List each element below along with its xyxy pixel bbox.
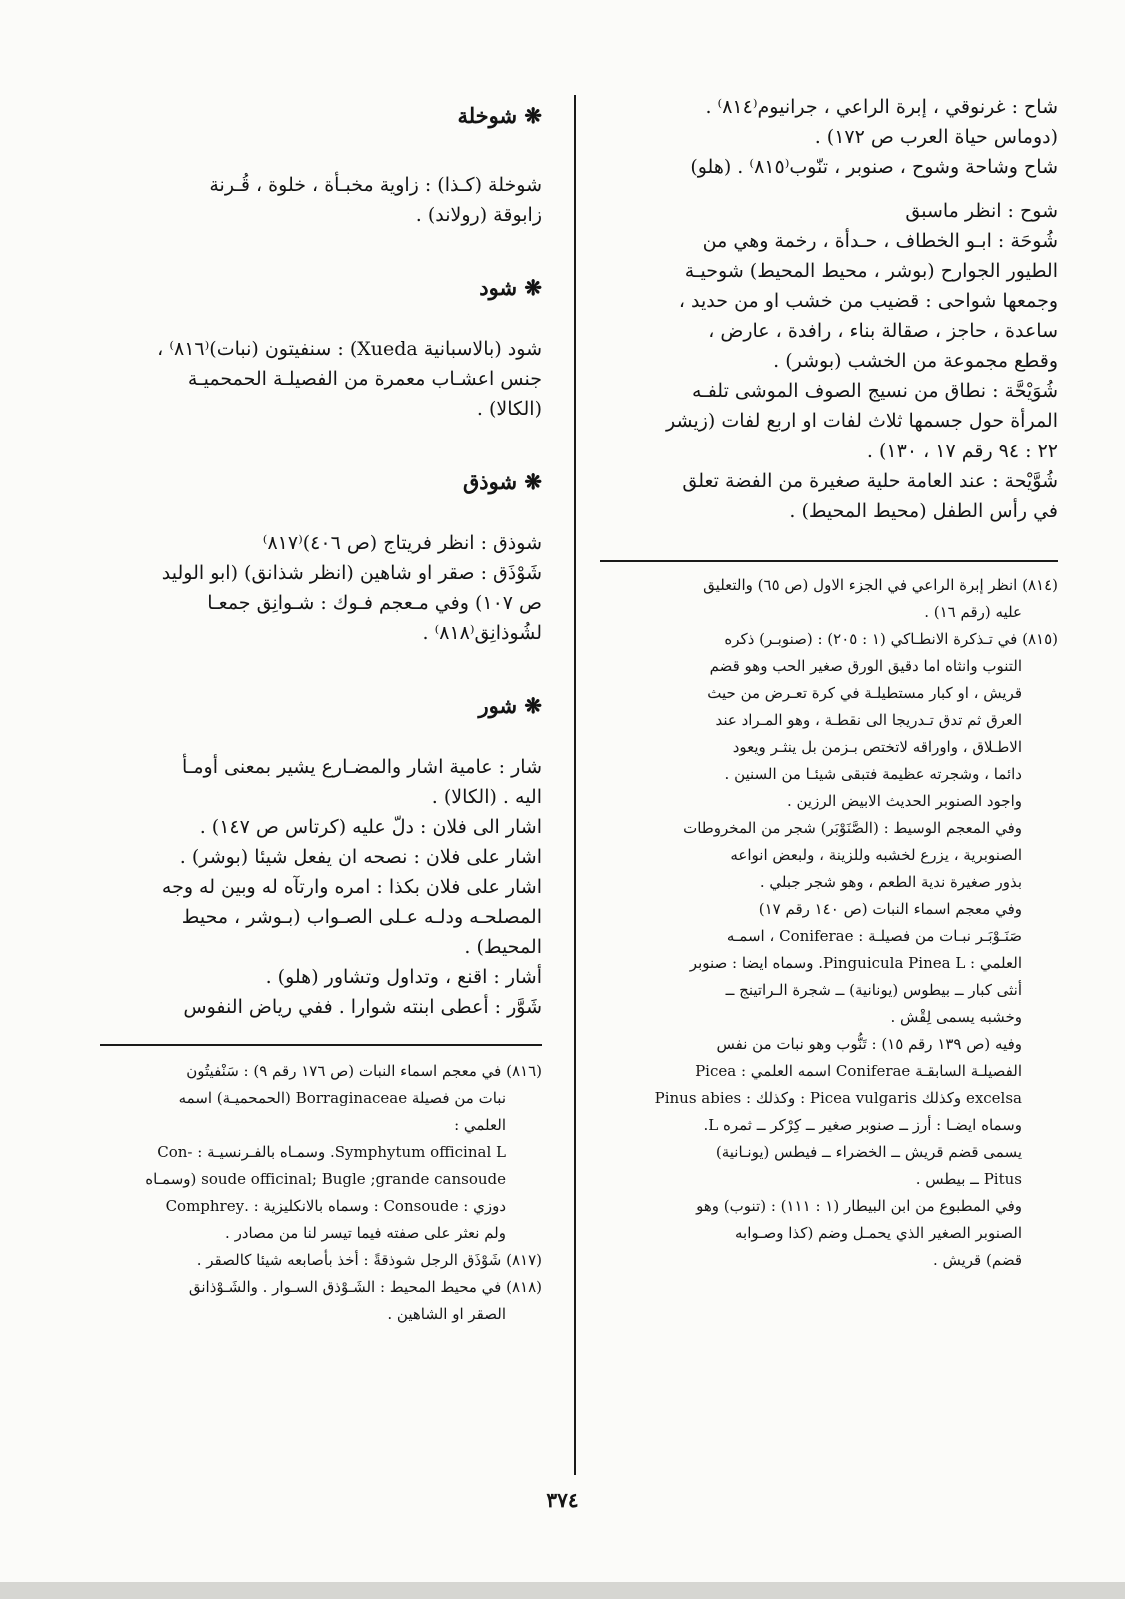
text-line: (الكالا) . — [476, 398, 542, 420]
right-column — [600, 92, 1058, 1274]
footnote-line: (٨١٤) انظر إبرة الراعي في الجزء الاول (ص ٦٥) والتعليق — [703, 576, 1058, 594]
text-line: شُوَّيْحة : عند العامة حلية صغيرة من الفضة تعلق — [682, 470, 1058, 492]
text-line: اشار الى فلان : دلّ عليه (كرتاس ص ١٤٧) . — [199, 816, 542, 838]
text-line: شُوحَة : ابـو الخطاف ، حـدأة ، رخمة وهي من — [702, 230, 1058, 252]
footnote-line: واجود الصنوبر الحديث الابيض الرزين . — [786, 792, 1022, 810]
text-line: شُوَيْحَّة : نطاق من نسيج الصوف الموشى تلفـه — [691, 380, 1058, 402]
footnote-line: الاطـلاق ، واوراقه لاتختص بـزمن بل ينثـر ويعود — [732, 738, 1022, 756]
footnote-line: بذور صغيرة ندية الطعم ، وهو شجر جبلي . — [759, 873, 1022, 891]
footnote-line: (٨١٥) في تـذكرة الانطـاكي (١ : ٢٠٥) : (صنوبـر) ذكره — [724, 630, 1058, 648]
footnote-line: الصقر او الشاهين . — [387, 1305, 506, 1323]
section-heading: ❋ شوخلة — [457, 103, 542, 128]
text-line: شَوْذَق : صقر او شاهين (انظر شذانق) (ابو الوليد — [161, 562, 542, 584]
footnote-line: (٨١٦) في معجم اسماء النبات (ص ١٧٦ رقم ٩) : سَنْفيتُون — [186, 1062, 542, 1080]
text-line: اليه . (الكالا) . — [431, 786, 542, 808]
footnote-line: العلمي : Pinguicula Pinea L. وسماه ايضا : صنوبر — [689, 954, 1022, 972]
footnote-line: التنوب وانثاه اما دقيق الورق صغير الحب وهو قضم — [709, 657, 1022, 675]
text-line: لشُوذانِق⁽٨١٨⁾ . — [422, 622, 542, 644]
footnote-line: قضم) قريش . — [932, 1251, 1022, 1269]
text-line: في رأس الطفل (محيط المحيط) . — [789, 500, 1058, 522]
section-heading: ❋ شوذق — [463, 469, 542, 494]
text-line: المصلحـه ودلـه عـلى الصـواب (بـوشر ، محيط — [181, 906, 542, 928]
footnote-line: نبات من فصيلة Borraginaceae (الحمحميـة) اسمه — [178, 1089, 506, 1107]
text-line: اشار على فلان بكذا : امره وارتآه له وبين له وجه — [161, 876, 542, 898]
text-line: شَوَّر : أعطى ابنته شوارا . ففي رياض النفوس — [183, 996, 542, 1018]
footnote-line: أنثى كبار ــ بيطوس (يونانية) ــ شجرة الـراتينج ــ — [725, 981, 1022, 999]
footnote-line: وفي المطبوع من ابن البيطار (١ : ١١١) : (تنوب) وهو — [696, 1197, 1022, 1215]
section-heading: ❋ شود — [479, 275, 542, 300]
footnote-line: الصنوبرية ، يزرع لخشبه وللزينة ، ولبعض انواعه — [730, 846, 1022, 864]
footnote-line: soude officinal; Bugle ;grande cansoude (وسمـاه — [145, 1170, 506, 1188]
footnote-line: Symphytum officinal L. وسمـاه بالفـرنسيـة : -Con — [157, 1143, 506, 1161]
text-line: (دوماس حياة العرب ص ١٧٢) . — [814, 126, 1058, 148]
text-line: شوذق : انظر فريتاج (ص ٤٠٦)⁽٨١٧⁾ — [262, 532, 542, 554]
text-line: زابوقة (رولاند) . — [415, 204, 542, 226]
text-line: أشار : اقنع ، وتداول وتشاور (هلو) . — [265, 966, 542, 988]
footnote-line: excelsa وكذلك Picea vulgaris : وكذلك : Pinus abies — [654, 1089, 1022, 1107]
footnote-line: ولم نعثر على صفته فيما تيسر لنا من مصادر . — [225, 1224, 506, 1242]
text-line: شار : عامية اشار والمضـارع يشير بمعنى أومـأ — [182, 756, 542, 778]
footnote-line: وفي المعجم الوسيط : (الصَّنَوْبَر) شجر من المخروطات — [683, 819, 1022, 837]
footnote-line: العرق ثم تدق تـدريجا الى نقطـة ، وهو المـراد عند — [715, 711, 1022, 729]
section-heading: ❋ شور — [478, 693, 542, 718]
text-line: شاح وشاحة وشوح ، صنوبر ، تنّوب⁽٨١٥⁾ . (هلو) — [690, 156, 1058, 178]
footnote-line: الصنوبر الصغير الذي يحمـل وضم (كذا وصـوابه — [734, 1224, 1022, 1242]
text-line: ٢٢ : ٩٤ رقم ١٧ ، ١٣٠) . — [866, 440, 1058, 462]
footnote-line: Pitus ــ بيطس . — [915, 1170, 1022, 1188]
text-line: وقطع مجموعة من الخشب (بوشر) . — [773, 350, 1058, 372]
page-number: ٣٧٤ — [546, 1488, 579, 1512]
scan-bottom-edge — [0, 1582, 1125, 1599]
footnote-rule — [100, 1044, 542, 1046]
column-divider — [574, 95, 576, 1475]
text-line: جنس اعشـاب معمرة من الفصيلـة الحمحميـة — [187, 368, 542, 390]
text-line: المحيط) . — [464, 936, 542, 958]
text-line: شود (بالاسبانية Xueda) : سنفيتون (نبات)⁽٨١٦⁾ ، — [157, 338, 542, 360]
footnote-rule — [600, 560, 1058, 562]
text-line: شوح : انظر ماسبق — [905, 200, 1058, 222]
footnote-line: (٨١٨) في محيط المحيط : الشَـوْذق السـوار . والشَـوْذانق — [188, 1278, 542, 1296]
footnote-line: يسمى قضم قريش ــ الخضراء ــ فيطس (يونـانية) — [715, 1143, 1022, 1161]
footnote-line: قريش ، او كبار مستطيلـة في كرة تعـرض من حيث — [707, 684, 1022, 702]
footnote-line: الفصيلـة السابقـة Coniferae اسمه العلمي : Picea — [695, 1062, 1022, 1080]
footnote-line: وسماه ايضـا : أرز ــ صنوبر صغير ــ كِرْكر ــ ثمره L. — [703, 1116, 1022, 1134]
text-line: اشار على فلان : نصحه ان يفعل شيئا (بوشر) . — [179, 846, 542, 868]
footnote-line: عليه (رقم ١٦) . — [924, 603, 1022, 621]
text-line: وجمعها شواحى : قضيب من خشب او من حديد ، — [678, 290, 1058, 312]
footnote-line: دائما ، وشجرته عظيمة فتبقى شيئـا من السنين . — [724, 765, 1022, 783]
footnote-line: وفيه (ص ١٣٩ رقم ١٥) : تَنُّوب وهو نبات من نفس — [716, 1035, 1022, 1053]
footnote-line: العلمي : — [454, 1116, 506, 1134]
footnote-line: وفي معجم اسماء النبات (ص ١٤٠ رقم ١٧) — [758, 900, 1022, 918]
footnote-line: وخشبه يسمى لِقْش . — [890, 1008, 1022, 1026]
text-line: المرأة حول جسمها ثلاث لفات او اربع لفات (زيشر — [666, 410, 1058, 432]
text-line: ساعدة ، حاجز ، صقالة بناء ، رافدة ، عارض ، — [708, 320, 1058, 342]
footnote-line: دوزي : Consoude : وسماه بالانكليزية : .Comphrey — [165, 1197, 506, 1215]
text-line: ص ١٠٧) وفي مـعجم فـوك : شـوانِق جمعـا — [207, 592, 542, 614]
text-line: شاح : غرنوقي ، إبرة الراعي ، جرانيوم⁽٨١٤⁾ . — [705, 96, 1058, 118]
text-line: الطيور الجوارح (بوشر ، محيط المحيط) شوحيـة — [684, 260, 1058, 282]
left-column — [100, 100, 542, 1328]
footnote-line: (٨١٧) شَوْذَق الرجل شوذقةً : أخذ بأصابعه شيئا كالصقر . — [196, 1251, 542, 1269]
text-line: شوخلة (كـذا) : زاوية مخبـأة ، خلوة ، قُـرنة — [209, 174, 542, 196]
footnote-line: صَنَـوْبَـر نبـات من فصيلـة : Coniferae ، اسمـه — [726, 927, 1022, 945]
